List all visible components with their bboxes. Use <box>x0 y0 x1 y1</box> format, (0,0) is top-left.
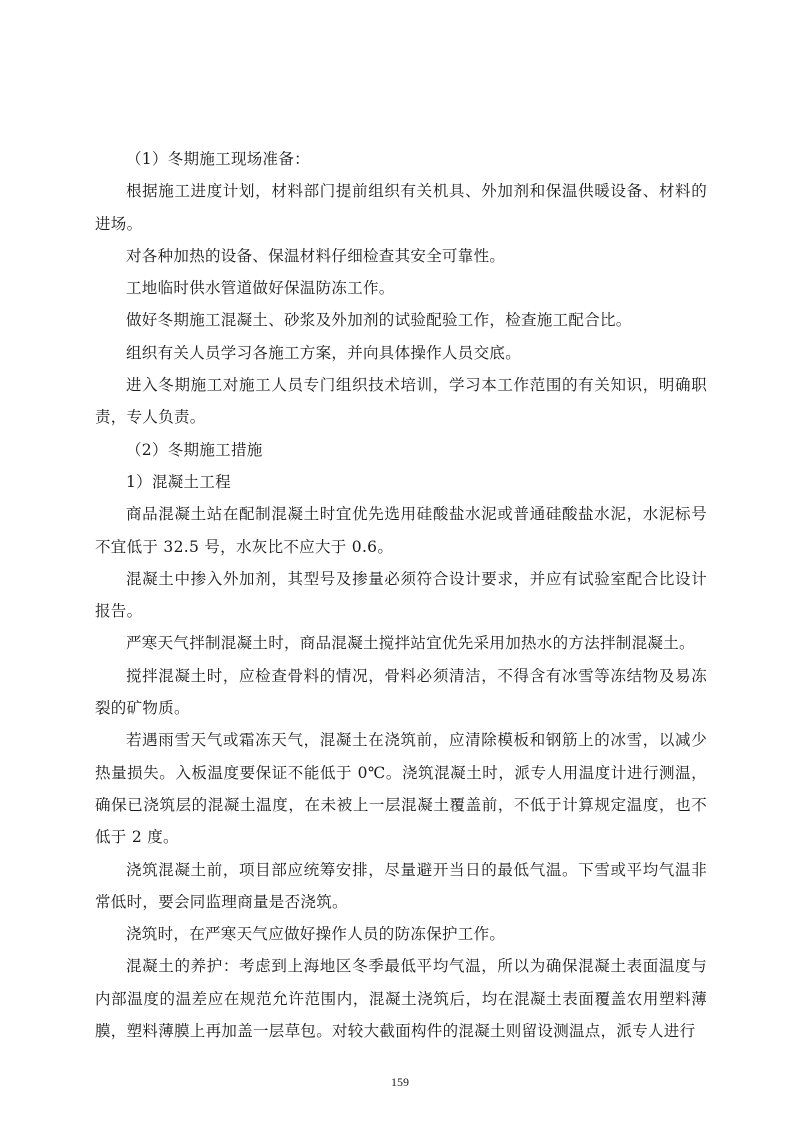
heading-winter-site-preparation: （1）冬期施工现场准备： <box>126 150 310 168</box>
paragraph: 商品混凝土站在配制混凝土时宜优先选用硅酸盐水泥或普通硅酸盐水泥，水泥标号不宜低于 32.5 号，水灰比不应大于 0.6。 <box>95 505 707 556</box>
paragraph: 对各种加热的设备、保温材料仔细检查其安全可靠性。 <box>126 246 506 265</box>
paragraph: 搅拌混凝土时，应检查骨料的情况，骨料必须清洁，不得含有冰雪等冻结物及易冻裂的矿物质。 <box>95 666 707 718</box>
paragraph: 工地临时供水管道做好保温防冻工作。 <box>126 279 395 298</box>
paragraph: 若遇雨雪天气或霜冻天气，混凝土在浇筑前，应清除模板和钢筋上的冰雪，以减少热量损失。入板温度要保证不能低于 0℃。浇筑混凝土时，派专人用温度计进行测温，确保已浇筑层的混凝土温度，在未被上一层混凝土覆盖前，不低于计算规定温度，也不低于 2 度。 <box>95 731 707 847</box>
paragraph: 混凝土中掺入外加剂，其型号及掺量必须符合设计要求，并应有试验室配合比设计报告。 <box>95 569 707 621</box>
paragraph: 根据施工进度计划，材料部门提前组织有关机具、外加剂和保温供暖设备、材料的进场。 <box>95 182 707 233</box>
body-text <box>95 143 707 1047</box>
heading-winter-measures: （2）冬期施工措施 <box>126 440 263 459</box>
paragraph: 进入冬期施工对施工人员专门组织技术培训，学习本工作范围的有关知识，明确职责，专人负责。 <box>95 376 707 427</box>
paragraph: 浇筑时，在严寒天气应做好操作人员的防冻保护工作。 <box>126 925 506 944</box>
paragraph: 做好冬期施工混凝土、砂浆及外加剂的试验配验工作，检查施工配合比。 <box>126 311 632 330</box>
paragraph: 严寒天气拌制混凝土时，商品混凝土搅拌站宜优先采用加热水的方法拌制混凝土。 <box>126 634 695 653</box>
paragraph: 混凝土的养护：考虑到上海地区冬季最低平均气温，所以为确保混凝土表面温度与内部温度的温差应在规范允许范围内，混凝土浇筑后，均在混凝土表面覆盖农用塑料薄膜，塑料薄膜上再加盖一层草包。对较大截面构件的混凝土则留设测温点，派专人进行 <box>95 957 707 1041</box>
heading-concrete-works: 1）混凝土工程 <box>126 472 231 491</box>
paragraph: 浇筑混凝土前，项目部应统筹安排，尽量避开当日的最低气温。下雪或平均气温非常低时，要会同监理商量是否浇筑。 <box>95 860 707 911</box>
page-number: 159 <box>391 1075 409 1089</box>
paragraph: 组织有关人员学习各施工方案，并向具体操作人员交底。 <box>126 343 522 362</box>
